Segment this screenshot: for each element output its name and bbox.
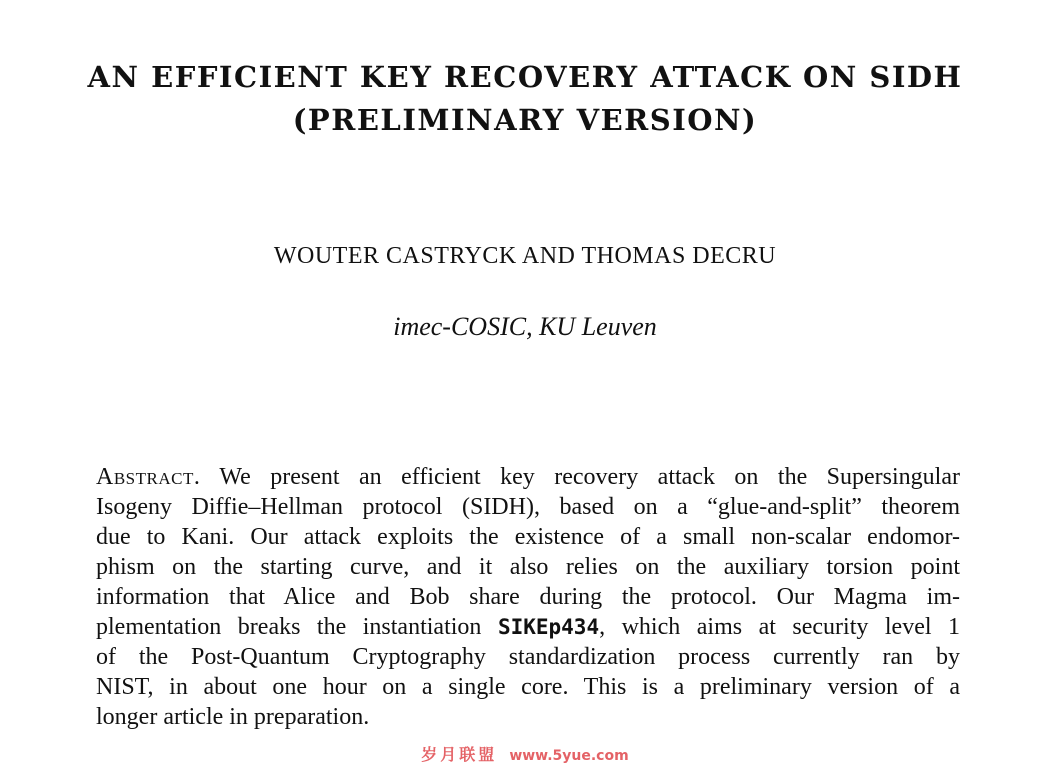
abstract-line: longer article in preparation. — [96, 704, 370, 730]
code-sikep434: SIKEp434 — [497, 615, 600, 639]
abstract-line: information that Alice and Bob share during the protocol. Our Magma im- — [96, 584, 960, 610]
abstract-line: phism on the starting curve, and it also relies on the auxiliary torsion point — [96, 554, 960, 580]
abstract-line: Isogeny Diffie–Hellman protocol (SIDH), based on a “glue-and-split” theorem — [96, 494, 960, 520]
abstract-line — [96, 462, 960, 492]
abstract-text: plementation breaks the instantiation — [96, 614, 482, 640]
paper-authors: WOUTER CASTRYCK AND THOMAS DECRU — [273, 243, 777, 269]
watermark-url: www.5yue.com — [509, 748, 629, 764]
abstract-label: Abstract. — [96, 464, 201, 490]
abstract-line — [96, 612, 960, 642]
paper-affiliation: imec-COSIC, KU Leuven — [393, 312, 657, 341]
watermark-chinese: 岁月联盟 — [421, 745, 498, 764]
abstract-line: due to Kani. Our attack exploits the existence of a small non-scalar endomor- — [96, 524, 960, 550]
watermark — [0, 742, 1050, 765]
abstract-text: , which aims at security level 1 — [599, 614, 961, 640]
paper-title-line-2: (PRELIMINARY VERSION) — [292, 103, 758, 137]
abstract-text: We present an efficient key recovery attack on the Supersingular — [219, 464, 960, 490]
abstract-line: of the Post-Quantum Cryptography standardization process currently ran by — [96, 644, 960, 670]
paper-title-line-1: AN EFFICIENT KEY RECOVERY ATTACK ON SIDH — [87, 60, 963, 94]
abstract-line: NIST, in about one hour on a single core. This is a preliminary version of a — [96, 674, 960, 700]
